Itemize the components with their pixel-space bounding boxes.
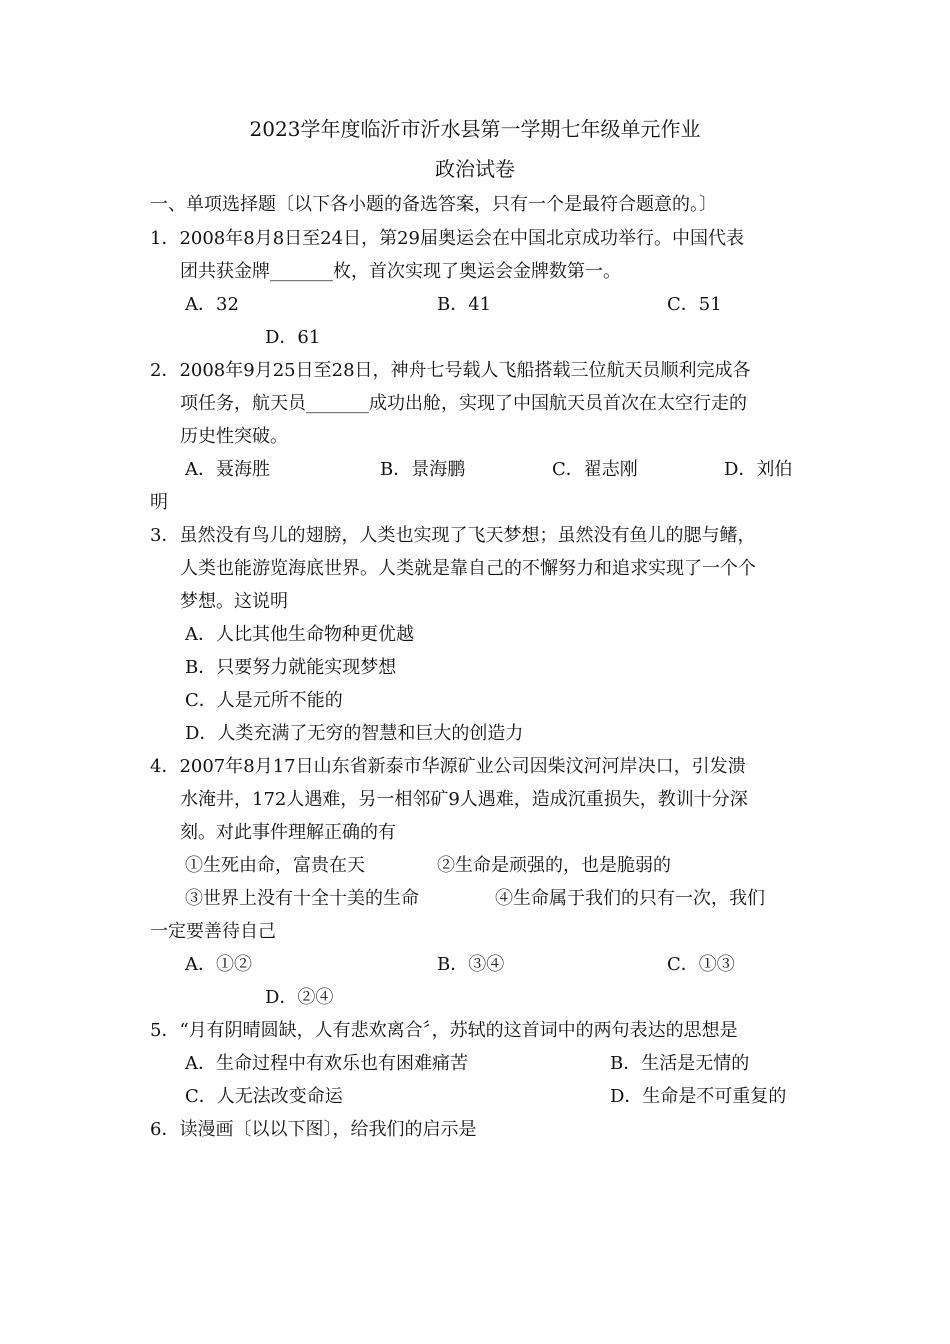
- option-b: B．景海鹏: [380, 459, 466, 480]
- question-text-line: 6．读漫画〔以以下图〕，给我们的启示是: [150, 1119, 477, 1140]
- question-text-line: 水淹井，172人遇难，另一相邻矿9人遇难，造成沉重损失，教训十分深: [180, 789, 748, 810]
- option-b: B．41: [437, 294, 492, 315]
- option-a: A．聂海胜: [185, 459, 270, 480]
- question-text-line: 项任务，航天员_______成功出舱，实现了中国航天员首次在太空行走的: [180, 393, 747, 414]
- option-c: C．①③: [667, 954, 735, 975]
- question-text-line: 3．虽然没有鸟儿的翅膀，人类也实现了飞天梦想；虽然没有鱼儿的腮与鳍，: [150, 525, 756, 546]
- option-d: D．生命是不可重复的: [610, 1086, 787, 1107]
- question-text-line: 4．2007年8月17日山东省新泰市华源矿业公司因柴汶河河岸决口，引发溃: [150, 756, 746, 777]
- option-c: C．51: [667, 294, 722, 315]
- option-c: C．人是元所不能的: [185, 690, 343, 711]
- option-b: B．生活是无情的: [610, 1053, 750, 1074]
- statement-3: ③世界上没有十全十美的生命: [185, 888, 419, 909]
- option-d: D．人类充满了无穷的智慧和巨大的创造力: [185, 723, 524, 744]
- option-a: A．①②: [185, 954, 252, 975]
- question-text-line: 历史性突破。: [180, 426, 288, 447]
- option-a: A．人比其他生命物种更优越: [185, 624, 414, 645]
- option-d: D．②④: [265, 987, 334, 1008]
- option-a: A．32: [185, 294, 239, 315]
- option-d: D．刘伯: [724, 459, 793, 480]
- option-c: C．人无法改变命运: [185, 1086, 343, 1107]
- exam-subtitle: 政治试卷: [435, 157, 515, 181]
- statement-2: ②生命是顽强的，也是脆弱的: [437, 855, 671, 876]
- question-text-line: 1．2008年8月8日至24日，第29届奥运会在中国北京成功举行。中国代表: [150, 228, 744, 249]
- option-c: C．翟志刚: [552, 459, 638, 480]
- option-d-wrap: 明: [150, 492, 168, 513]
- question-text-line: 2．2008年9月25日至28日，神舟七号载人飞船搭载三位航天员顺利完成各: [150, 360, 751, 381]
- option-b: B．只要努力就能实现梦想: [185, 657, 397, 678]
- question-text-line: 梦想。这说明: [180, 591, 288, 612]
- question-text-line: 5．“月有阴晴圆缺，人有悲欢离合〞，苏轼的这首词中的两句表达的思想是: [150, 1020, 738, 1041]
- option-a: A．生命过程中有欢乐也有困难痛苦: [185, 1053, 468, 1074]
- statement-1: ①生死由命，富贵在天: [185, 855, 365, 876]
- option-b: B．③④: [437, 954, 505, 975]
- question-text-line: 刻。对此事件理解正确的有: [180, 822, 396, 843]
- statement-4-wrap: 一定要善待自己: [150, 921, 276, 942]
- exam-title: 2023学年度临沂市沂水县第一学期七年级单元作业: [249, 117, 701, 141]
- statement-4: ④生命属于我们的只有一次，我们: [495, 888, 765, 909]
- question-text-line: 人类也能游览海底世界。人类就是靠自己的不懈努力和追求实现了一个个: [180, 558, 756, 579]
- option-d: D．61: [265, 327, 321, 348]
- question-text-line: 团共获金牌_______枚，首次实现了奥运会金牌数第一。: [180, 261, 621, 282]
- section-heading: 一、单项选择题〔以下各小题的备选答案，只有一个是最符合题意的。〕: [150, 194, 717, 215]
